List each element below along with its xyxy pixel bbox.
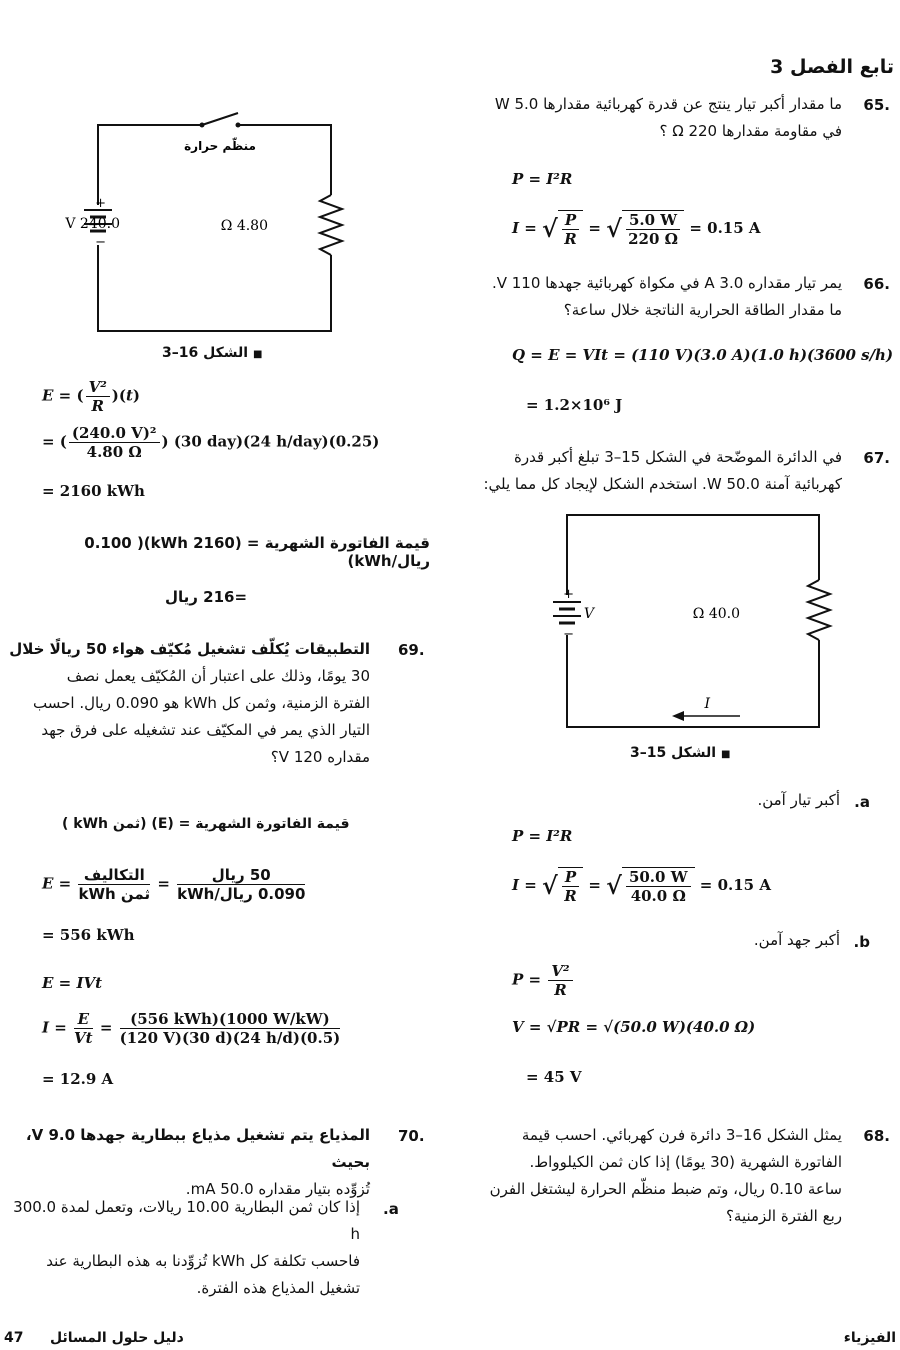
equation: P = $\frac{\text{V²}}{R}$: [512, 962, 575, 999]
bill-equation: قيمة الفاتورة الشهرية = (2160 kWh)( 0.100 ريال/kWh): [84, 534, 430, 570]
svg-text:−: −: [95, 235, 106, 250]
question-number: .67: [863, 449, 890, 467]
equation: = 1.2×10⁶ J: [526, 396, 623, 414]
equation: I = √ $\frac{P}{R}$ = √ $\frac{50.0 W}{40.0 \Omega}$ = 0.15 A: [512, 868, 771, 905]
part-text: إذا كان ثمن البطارية 10.00 ريالات، وتعمل لمدة 300.0 h فاحسب تكلفة كل kWh تُزوِّدنا به هذه البطارية عند تشغيل المذياع هذه الفترة.: [13, 1198, 360, 1297]
equation: Q = E = VIt = (110 V)(3.0 A)(1.0 h)(3600 s/h): [512, 346, 894, 364]
guide-title: دليل حلول المسائل: [50, 1330, 184, 1346]
equation: E = $\frac{\text{التكاليف}}{\text{ثمن kWh}}$ = $\frac{\text{50 ريال}}{\text{0.090 ريال/kWh}}$: [42, 866, 306, 903]
figure-caption: ■ الشكل 16–3: [162, 345, 263, 361]
equation: = 12.9 A: [42, 1070, 114, 1088]
question-number: .70: [398, 1127, 425, 1145]
question-text: يمر تيار مقداره 3.0 A في مكواة كهربائية جهدها 110 V. ما مقدار الطاقة الحرارية الناتجة خلال ساعة؟: [491, 274, 842, 319]
bill-result: =216 ريال: [165, 588, 248, 606]
equation: V = √PR = √(50.0 W)(40.0 Ω): [512, 1018, 756, 1036]
part-label: a.: [383, 1200, 399, 1218]
circuit-figure-15: [540, 510, 840, 760]
part-text: أكبر جهد آمن.: [753, 931, 840, 949]
question-text: التطبيقات يُكلّف تشغيل مُكيّف هواء 50 ريالًا خلال 30 يومًا، وذلك على اعتبار أن المُكيّف يعمل نصف الفترة الزمنية، وثمن كل kWh هو 0.090 ريال. احسب التيار الذي يمر في المكيّف عند تشغيله على فرق جهد مقداره 120 V؟: [9, 640, 370, 766]
question-text: يمثل الشكل 16–3 دائرة فرن كهربائي. احسب قيمة الفاتورة الشهرية (30 يومًا) إذا كان ثمن الكيلوواط. ساعة 0.10 ريال، وتم ضبط منظّم الحرارة ليشتغل الفرن ربع الفترة الزمنية؟: [489, 1126, 842, 1225]
chapter-header: تابع الفصل 3: [770, 56, 894, 78]
subject-title: الفيزياء: [843, 1330, 896, 1346]
current-label: I: [704, 696, 710, 712]
voltage-label: V: [583, 606, 594, 622]
equation: E = ( $\frac{\text{V²}}{R}$ )(t): [42, 378, 141, 415]
equation: I = $\frac{E}{Vt}$ = $\frac{\text{(556 kWh)(1000 W/kW)}}{(120 V)(30 d)(24 h/d)(0.5)}$: [42, 1010, 341, 1047]
question-number: .69: [398, 641, 425, 659]
question-number: .68: [863, 1127, 890, 1145]
svg-text:+: +: [95, 196, 106, 211]
equation: = ( $\frac{\text{(240.0 V)²}}{4.80 \Omega}$ ) (30 day)(24 h/day)(0.25): [42, 424, 380, 461]
bill-equation: قيمة الفاتورة الشهرية = (E) (ثمن kWh ): [62, 816, 350, 832]
question-text: المذياع يتم تشغيل مذياع ببطارية جهدها 9.0 V، بحيث تُزوِّده بتيار مقداره 50.0 mA.: [25, 1126, 370, 1198]
voltage-label: 240.0 V: [65, 216, 120, 232]
question-number: .65: [863, 96, 890, 114]
part-label: a.: [854, 793, 870, 811]
question-number: .66: [863, 275, 890, 293]
equation: = 45 V: [526, 1068, 582, 1086]
equation: = 556 kWh: [42, 926, 135, 944]
part-text: أكبر تيار آمن.: [757, 791, 840, 809]
resistance-label: 40.0 Ω: [692, 606, 740, 622]
equation: I = √ $\frac{P}{R}$ = √ $\frac{5.0 W}{220 \Omega}$ = 0.15 A: [512, 211, 761, 248]
part-label: b.: [853, 933, 870, 951]
question-text: ما مقدار أكبر تيار ينتج عن قدرة كهربائية مقدارها 5.0 W في مقاومة مقدارها 220 Ω ؟: [494, 95, 842, 140]
equation: P = I²R: [512, 827, 573, 845]
equation: = 2160 kWh: [42, 482, 145, 500]
svg-text:−: −: [563, 627, 574, 642]
equation: E = IVt: [42, 974, 103, 992]
figure-caption: ■ الشكل 15–3: [630, 745, 731, 761]
resistance-label: 4.80 Ω: [220, 218, 268, 234]
page-number: 47: [4, 1330, 24, 1346]
question-text: في الدائرة الموضّحة في الشكل 15–3 تبلغ أكبر قدرة كهربائية آمنة 50.0 W. استخدم الشكل لإيجاد كل مما يلي:: [483, 448, 842, 493]
equation: P = I²R: [512, 170, 573, 188]
svg-text:+: +: [563, 587, 574, 602]
thermostat-label: منظّم حرارة: [184, 139, 256, 153]
circuit-figure-16: [60, 110, 360, 340]
